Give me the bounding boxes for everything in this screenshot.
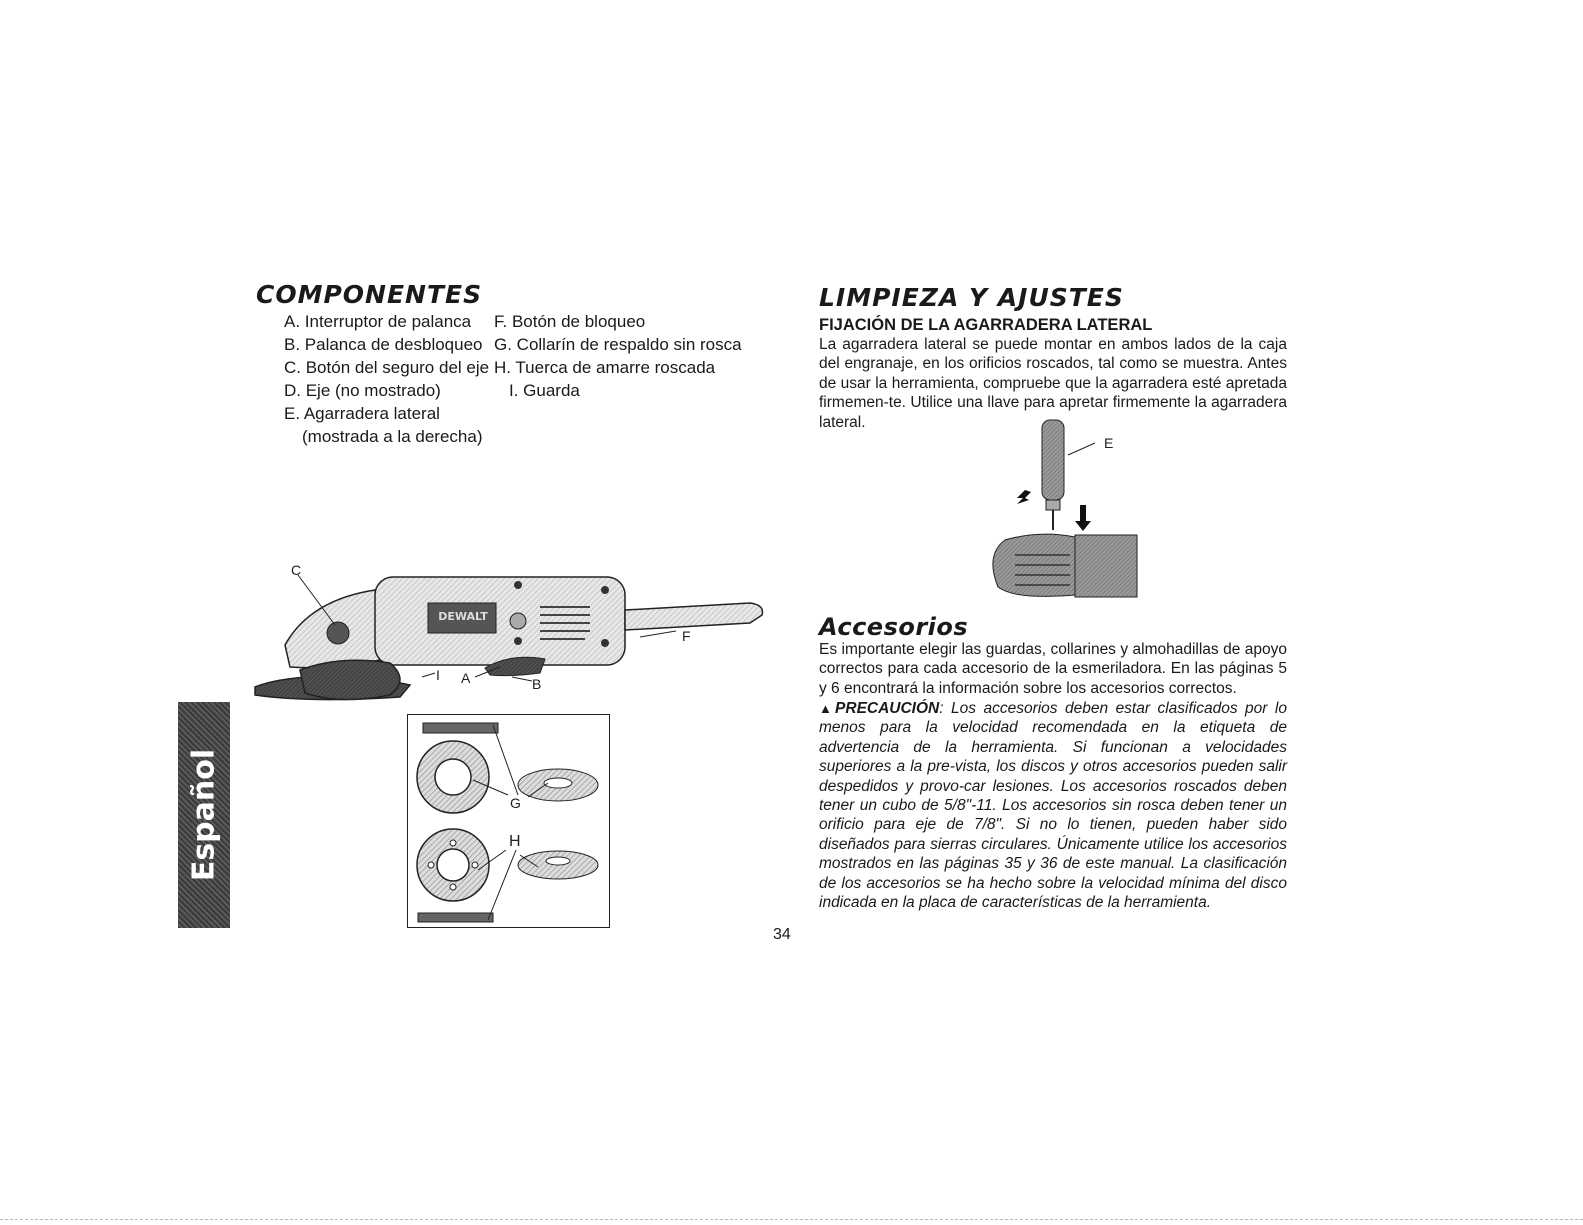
- label-e: E: [1104, 435, 1114, 451]
- component-e-note: (mostrada a la derecha): [302, 427, 483, 446]
- side-handle-body: La agarradera lateral se puede montar en ambos lados de la caja del engranaje, en los orificios roscados, tal como se muestra. Antes de usar la herramienta, compruebe que la agarradera esté apretada firmemen-te. Utilice una llave para apretar firmemente la agarradera lateral.: [819, 336, 1287, 431]
- component-d: D. Eje (no mostrado): [284, 381, 441, 400]
- label-g: G: [510, 795, 521, 811]
- accessories-title: Accesorios: [819, 613, 969, 641]
- component-f: F. Botón de bloqueo: [494, 312, 646, 331]
- components-title: COMPONENTES: [256, 280, 483, 309]
- bottom-rule: [0, 1219, 1583, 1220]
- label-i: I: [436, 667, 440, 683]
- label-a: A: [461, 670, 471, 686]
- component-g: G. Collarín de respaldo sin rosca: [494, 335, 742, 354]
- component-e: E. Agarradera lateral: [284, 404, 440, 423]
- caution-body: : Los accesorios deben estar clasificados por lo menos para la velocidad recomendada en la etiqueta de advertencia de la herramienta. Si funcionan a velocidades superiores a la pre-vista, los discos y otros accesorios pueden salir despedidos y provo-car lesiones. Los accesorios roscados deben tener un cubo de 5/8"-11. Los accesorios sin rosca deben tener un orificio para eje de 7/8". Si no lo tienen, pueden haber sido diseñados para sierras circulares. Únicamente utilice los accesorios mostrados en las páginas 35 y 36 de este manual. La clasificación de los accesorios se ha hecho sobre la velocidad mínima del disco indicada en la placa de características de la herramienta.: [819, 700, 1287, 912]
- label-c: C: [291, 562, 302, 578]
- grinder-illustration: [250, 555, 780, 720]
- collar-inset-drawing: [408, 715, 608, 926]
- warning-triangle-icon: ▲: [819, 701, 836, 716]
- language-tab-label: Español: [186, 748, 222, 882]
- side-handle-subtitle: FIJACIÓN DE LA AGARRADERA LATERAL: [819, 316, 1153, 334]
- component-b: B. Palanca de desbloqueo: [284, 335, 483, 354]
- accessories-body: Es importante elegir las guardas, collarines y almohadillas de apoyo correctos para cada accesorio de la esmeriladora. En las páginas 5 y 6 encontrará la información sobre los accesorios correctos.: [819, 641, 1287, 697]
- caution-block: [819, 699, 1287, 912]
- side-handle-illustration: [980, 415, 1145, 610]
- page-number: 34: [773, 926, 791, 943]
- brand-logo: DEWALT: [438, 610, 488, 623]
- cleaning-title: LIMPIEZA Y AJUSTES: [819, 283, 1124, 312]
- label-b: B: [532, 676, 542, 692]
- label-h: H: [509, 833, 521, 850]
- component-c: C. Botón del seguro del eje: [284, 358, 490, 377]
- collar-inset-figure: [407, 714, 610, 928]
- component-a: A. Interruptor de palanca: [284, 312, 472, 331]
- caution-label: PRECAUCIÓN: [835, 700, 940, 717]
- component-i: I. Guarda: [509, 381, 580, 400]
- language-side-tab: [178, 702, 230, 928]
- label-f: F: [682, 628, 691, 644]
- component-h: H. Tuerca de amarre roscada: [494, 358, 716, 377]
